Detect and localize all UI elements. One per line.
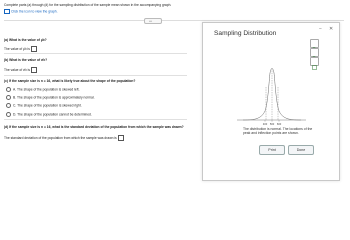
option-c-text: The shape of the population is skewed right. (17, 103, 82, 108)
option-d-letter: D. (13, 112, 17, 117)
view-graph-label[interactable]: Click the icon to view the graph. (11, 9, 58, 14)
sampling-distribution-graph (203, 23, 339, 143)
tick-label-500: 500 (269, 123, 275, 126)
done-button[interactable]: Done (288, 145, 314, 155)
print-button[interactable]: Print (259, 145, 285, 155)
divider (4, 53, 187, 54)
part-d-answer-row (4, 135, 124, 141)
option-a-letter: A. (13, 87, 17, 92)
option-b-text: The shape of the population is approximately normal. (16, 95, 95, 100)
sampling-distribution-popup (202, 22, 340, 181)
part-a-prompt: The value of μ̄x is (4, 46, 30, 51)
divider (4, 75, 187, 76)
more-dots-icon: ••• (149, 18, 153, 23)
minimize-icon[interactable]: − (319, 26, 322, 32)
popup-title: Sampling Distribution (214, 30, 277, 37)
option-a[interactable] (6, 87, 79, 92)
part-b-answer-row (4, 67, 37, 73)
option-b-letter: B. (13, 95, 17, 100)
option-d-text: The shape of the population cannot be determined. (17, 112, 92, 117)
graph-caption-line2: peak and inflection points are shown. (243, 131, 299, 135)
part-d-prompt: The standard deviation of the population from which the sample was drawn is (4, 135, 117, 140)
option-c[interactable] (6, 103, 82, 108)
view-graph-link[interactable] (4, 9, 58, 14)
radio-c[interactable] (6, 103, 11, 108)
option-c-letter: C. (13, 103, 17, 108)
part-a-answer-input[interactable] (31, 46, 37, 52)
graph-caption-line1: The distribution is normal. The locations of the (243, 127, 313, 131)
divider (4, 20, 344, 21)
option-b[interactable] (6, 95, 95, 100)
part-b-prompt: The value of σ̄x is (4, 67, 31, 72)
option-a-text: The shape of the population is skewed left. (16, 87, 80, 92)
table-icon[interactable] (4, 9, 10, 14)
part-d-answer-input[interactable] (118, 135, 124, 141)
divider (4, 119, 187, 120)
part-a-question: (a) What is the value of μ̄x? (4, 38, 47, 42)
radio-d[interactable] (6, 112, 11, 117)
part-a-answer-row (4, 46, 37, 52)
instructions-text: Complete parts (a) through (d) for the sampling distribution of the sample mean shown in the accompanying graph. (4, 3, 172, 7)
close-icon[interactable]: ✕ (329, 26, 334, 32)
radio-a[interactable] (6, 87, 11, 92)
option-d[interactable] (6, 112, 92, 117)
tick-label-400: 400 (262, 123, 268, 126)
part-b-question: (b) What is the value of σ̄x? (4, 58, 48, 62)
radio-b[interactable] (6, 95, 11, 100)
collapse-handle[interactable] (144, 18, 162, 24)
part-b-answer-input[interactable] (31, 67, 37, 73)
part-c-question: (c) If the sample size is n = 16, what is likely true about the shape of the population? (4, 79, 136, 83)
tick-label-600: 600 (276, 123, 282, 126)
part-d-question: (d) If the sample size is n = 16, what is the standard deviation of the population from which the sample was drawn? (4, 125, 184, 129)
